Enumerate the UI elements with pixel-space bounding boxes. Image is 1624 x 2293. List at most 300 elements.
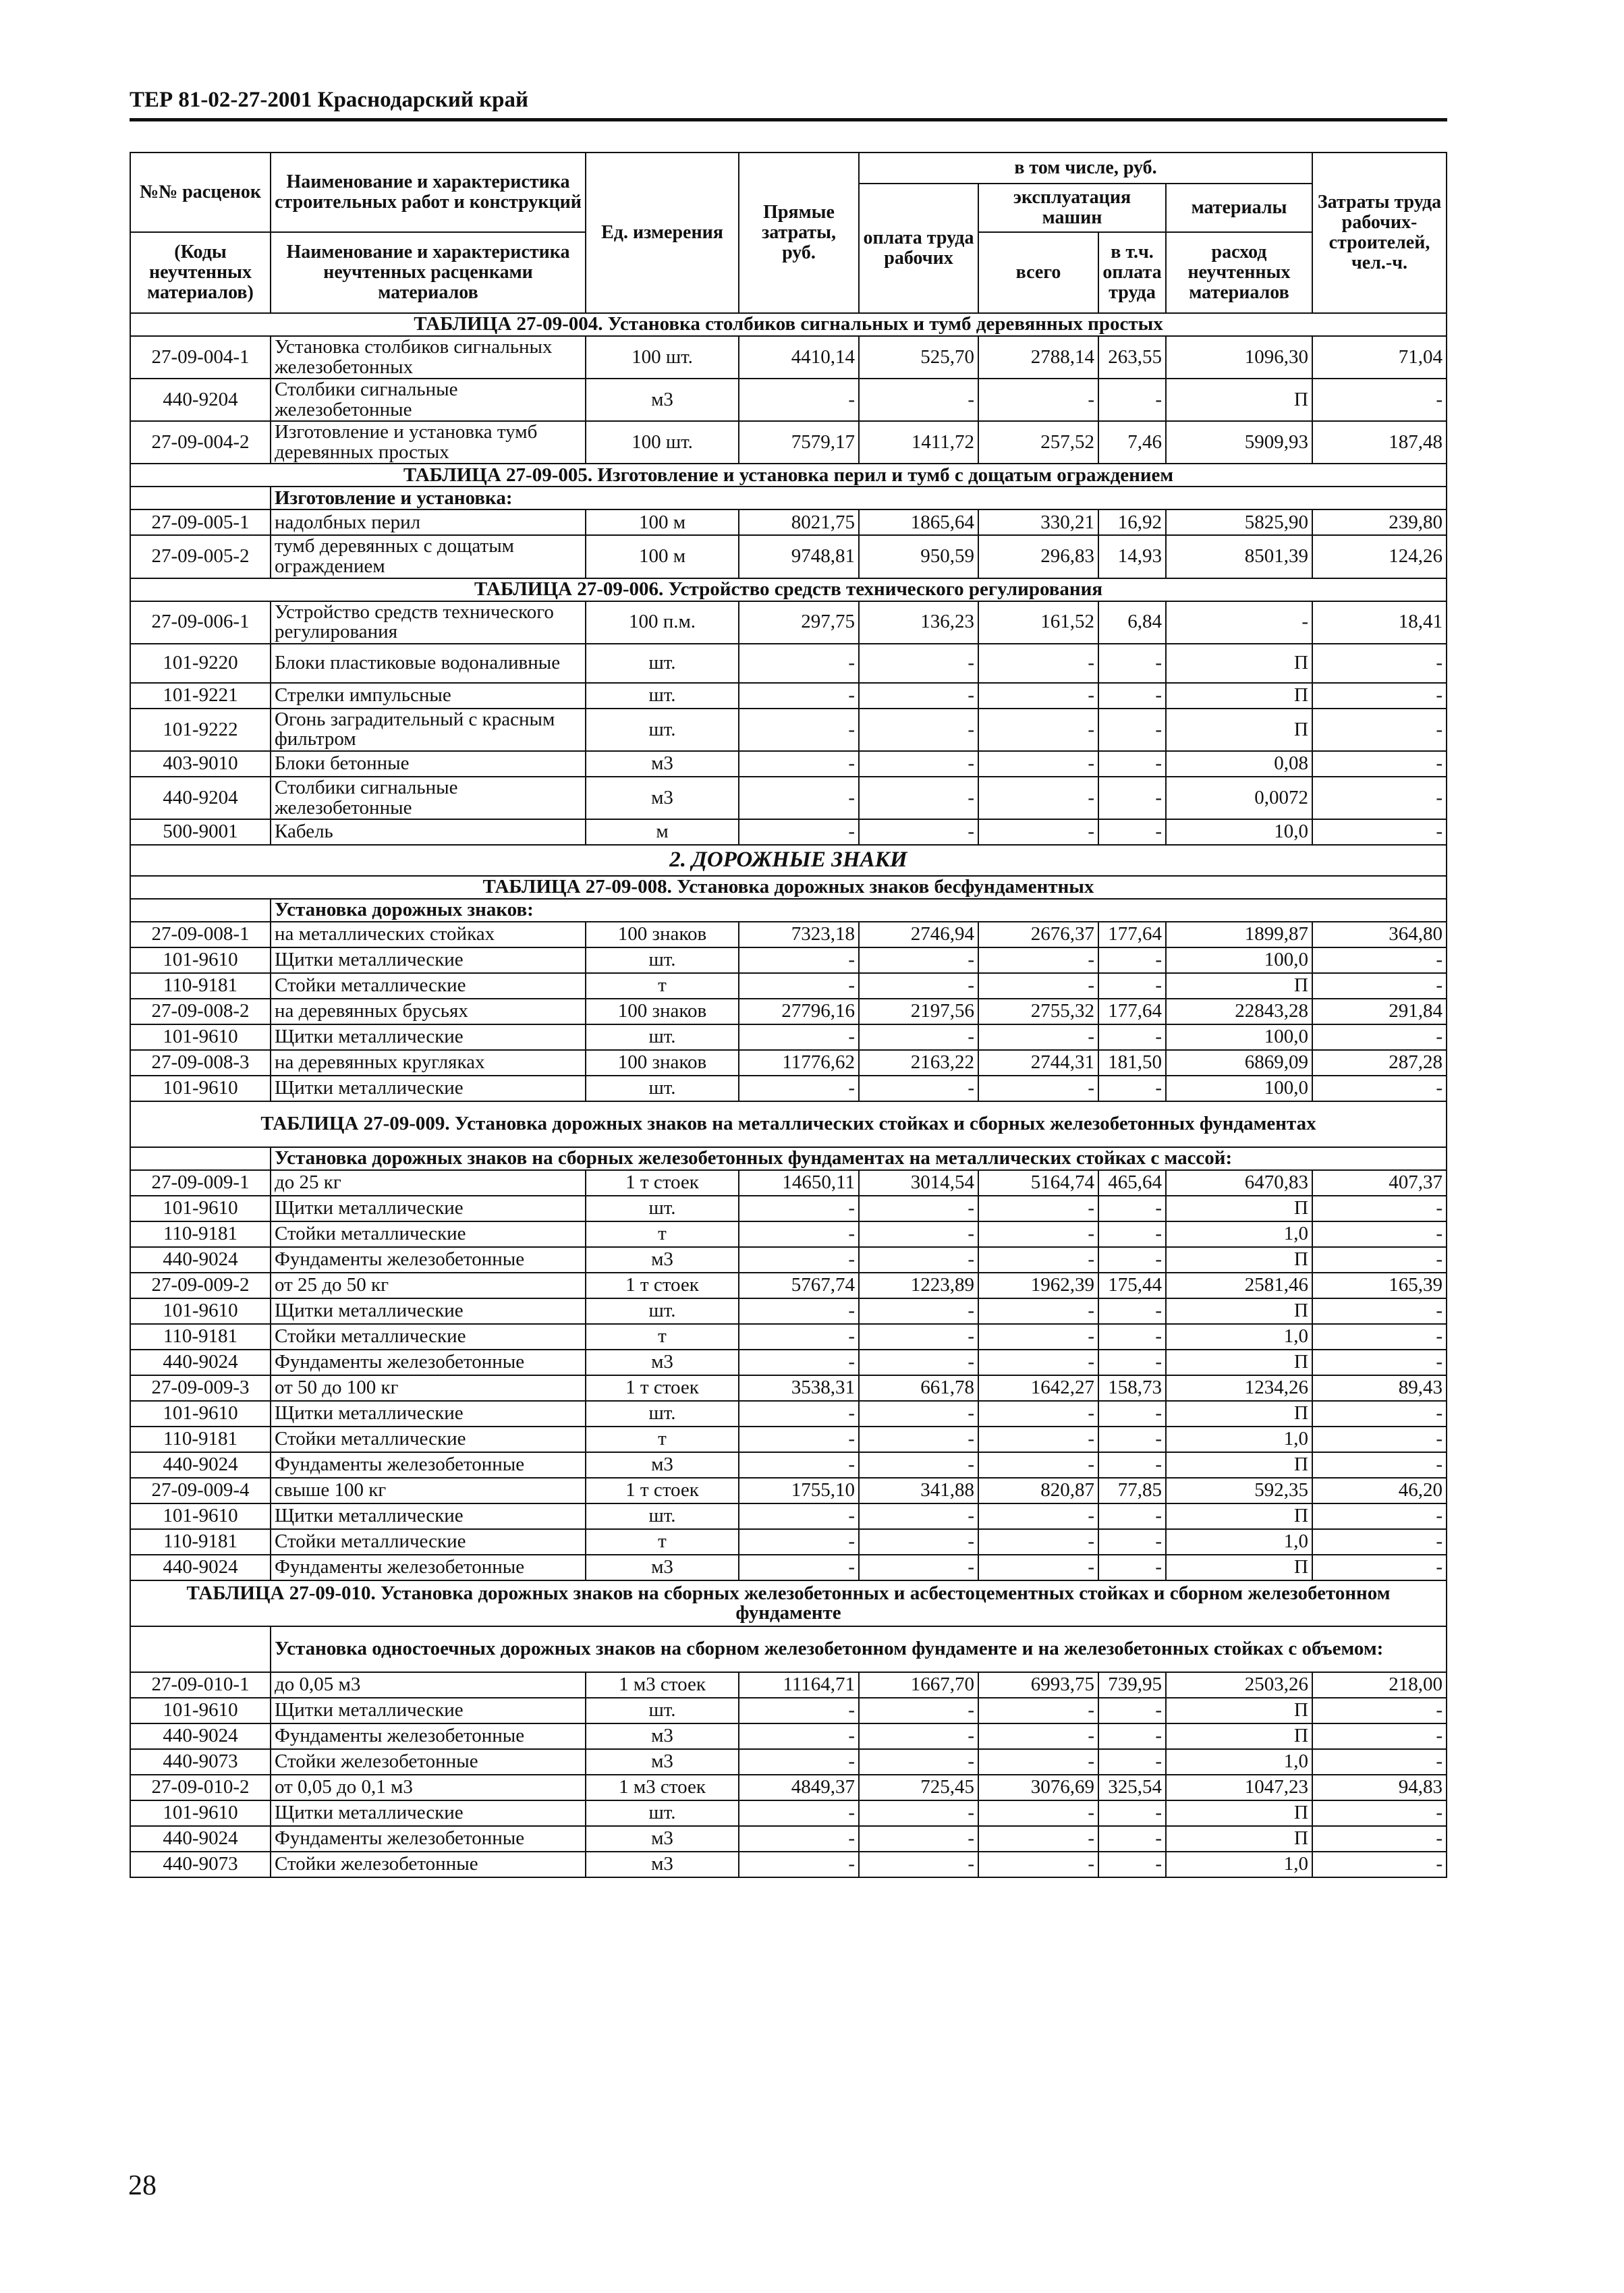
cell-direct: 297,75 (739, 601, 859, 644)
cell-pay: - (859, 1452, 978, 1478)
cell-mat: П (1166, 1298, 1312, 1324)
cell-labor: 187,48 (1312, 421, 1447, 464)
cell-labor: - (1312, 1076, 1447, 1101)
cell-mach: - (978, 947, 1098, 973)
cell-name: на деревянных кругляках (271, 1050, 586, 1076)
cell-pay: - (859, 1723, 978, 1749)
cell-mat: 0,08 (1166, 751, 1312, 777)
cell-code: 101-9610 (130, 1401, 271, 1427)
cell-pay: 3014,54 (859, 1170, 978, 1196)
cell-labor: - (1312, 1221, 1447, 1247)
cell-mach-pay: 7,46 (1098, 421, 1166, 464)
cell-pay: 950,59 (859, 535, 978, 578)
cell-mat: П (1166, 1503, 1312, 1529)
cell-labor: - (1312, 1324, 1447, 1350)
cell-mach-pay: - (1098, 1350, 1166, 1375)
cell-direct: - (739, 777, 859, 819)
page-header: ТЕР 81-02-27-2001 Краснодарский край (130, 88, 529, 112)
table-row (130, 999, 1447, 1024)
cell-mach-pay: 739,95 (1098, 1672, 1166, 1698)
cell-mat: П (1166, 1555, 1312, 1580)
cell-code: 110-9181 (130, 1324, 271, 1350)
cell-code: 110-9181 (130, 1529, 271, 1555)
cell-pay: 725,45 (859, 1775, 978, 1800)
cell-pay: - (859, 1800, 978, 1826)
cell-code: 101-9610 (130, 1800, 271, 1826)
cell-labor: - (1312, 1555, 1447, 1580)
table-row (130, 1749, 1447, 1775)
cell-unit: м3 (586, 1749, 739, 1775)
cell-code: 101-9222 (130, 709, 271, 751)
cell-mach: 296,83 (978, 535, 1098, 578)
cell-unit: шт. (586, 683, 739, 709)
cell-mat: 1234,26 (1166, 1375, 1312, 1401)
cell-pay: 2197,56 (859, 999, 978, 1024)
cell-pay: - (859, 1749, 978, 1775)
cell-name: Щитки металлические (271, 1698, 586, 1723)
cell-unit: шт. (586, 1196, 739, 1221)
cell-unit: 100 знаков (586, 1050, 739, 1076)
cell-mach-pay: - (1098, 1826, 1166, 1852)
cell-code: 27-09-008-1 (130, 922, 271, 947)
cell-direct: - (739, 1076, 859, 1101)
cell-mach: - (978, 1247, 1098, 1273)
cell-name: Блоки бетонные (271, 751, 586, 777)
cell-code: 101-9610 (130, 1503, 271, 1529)
cell-code: 101-9610 (130, 1024, 271, 1050)
cell-code: 110-9181 (130, 1221, 271, 1247)
cell-mat: 100,0 (1166, 1024, 1312, 1050)
cell-mach-pay: - (1098, 1529, 1166, 1555)
cell-code: 440-9073 (130, 1749, 271, 1775)
cell-mat: 2581,46 (1166, 1273, 1312, 1298)
cell-direct: 4410,14 (739, 336, 859, 379)
cell-direct: - (739, 1401, 859, 1427)
subheading-text: Установка одностоечных дорожных знаков на сборном железобетонном фундаменте и на железобетонных стойках с объемом: (271, 1626, 1447, 1672)
cell-name: Щитки металлические (271, 1076, 586, 1101)
cell-mat: 8501,39 (1166, 535, 1312, 578)
header-machines-labor: в т.ч. оплата труда (1098, 232, 1166, 313)
cell-code: 101-9610 (130, 1298, 271, 1324)
cell-labor: 18,41 (1312, 601, 1447, 644)
cell-mach-pay: 263,55 (1098, 336, 1166, 379)
cell-name: Щитки металлические (271, 1800, 586, 1826)
header-including: в том числе, руб. (859, 153, 1312, 184)
cell-mat: 1,0 (1166, 1749, 1312, 1775)
cell-unit: 100 шт. (586, 421, 739, 464)
cell-mat: 10,0 (1166, 819, 1312, 845)
cell-direct: - (739, 1221, 859, 1247)
cell-unit: т (586, 1221, 739, 1247)
cell-mach: - (978, 1749, 1098, 1775)
cell-name: Стойки металлические (271, 1324, 586, 1350)
cell-mach-pay: 6,84 (1098, 601, 1166, 644)
cell-mach-pay: - (1098, 751, 1166, 777)
cell-name: Стойки металлические (271, 1427, 586, 1452)
cell-name: Стрелки импульсные (271, 683, 586, 709)
cell-mach: - (978, 1024, 1098, 1050)
cell-labor: - (1312, 947, 1447, 973)
table-row (130, 922, 1447, 947)
cell-pay: - (859, 819, 978, 845)
cell-name: Установка столбиков сигнальных железобетонных (271, 336, 586, 379)
cell-mach-pay: 77,85 (1098, 1478, 1166, 1503)
cell-labor: 364,80 (1312, 922, 1447, 947)
table-row (130, 1529, 1447, 1555)
cell-mach: 1962,39 (978, 1273, 1098, 1298)
table-row (130, 1555, 1447, 1580)
cell-direct: - (739, 1247, 859, 1273)
cell-labor: - (1312, 1723, 1447, 1749)
cell-unit: м3 (586, 1350, 739, 1375)
cell-pay: 1865,64 (859, 509, 978, 535)
table-row (130, 973, 1447, 999)
cell-mach: 1642,27 (978, 1375, 1098, 1401)
cell-direct: 1755,10 (739, 1478, 859, 1503)
cell-unit: 1 м3 стоек (586, 1672, 739, 1698)
cell-pay: - (859, 947, 978, 973)
cell-code: 101-9610 (130, 1196, 271, 1221)
cell-mat: 0,0072 (1166, 777, 1312, 819)
table-title-row (130, 1580, 1447, 1626)
cell-mat: 6869,09 (1166, 1050, 1312, 1076)
cell-mach: 2788,14 (978, 336, 1098, 379)
cell-mat: 2503,26 (1166, 1672, 1312, 1698)
cell-name: Стойки металлические (271, 1529, 586, 1555)
table-row (130, 1324, 1447, 1350)
cell-pay: - (859, 379, 978, 421)
cell-direct: - (739, 973, 859, 999)
cell-unit: м3 (586, 379, 739, 421)
cell-unit: 100 знаков (586, 922, 739, 947)
cell-unit: 100 м (586, 509, 739, 535)
table-row (130, 1478, 1447, 1503)
cell-mach-pay: 177,64 (1098, 999, 1166, 1024)
cell-mat: 5825,90 (1166, 509, 1312, 535)
cell-mat: П (1166, 1452, 1312, 1478)
cell-labor: - (1312, 1350, 1447, 1375)
cell-mach: - (978, 1529, 1098, 1555)
table-row (130, 1452, 1447, 1478)
table-title: ТАБЛИЦА 27-09-010. Установка дорожных знаков на сборных железобетонных и асбестоцементных стойках и сборном железобетонном фундаменте (130, 1580, 1447, 1626)
cell-direct: - (739, 1555, 859, 1580)
section-title-row (130, 845, 1447, 876)
cell-mach: - (978, 819, 1098, 845)
cell-labor: 239,80 (1312, 509, 1447, 535)
cell-mat: 100,0 (1166, 1076, 1312, 1101)
cell-code: 500-9001 (130, 819, 271, 845)
cell-direct: - (739, 683, 859, 709)
cell-unit: 1 т стоек (586, 1273, 739, 1298)
cell-mat: 22843,28 (1166, 999, 1312, 1024)
header-name-sub: Наименование и характеристика неучтенных расценками материалов (271, 232, 586, 313)
cell-mach-pay: - (1098, 1024, 1166, 1050)
cell-mat: П (1166, 1350, 1312, 1375)
cell-direct: 27796,16 (739, 999, 859, 1024)
cell-mach-pay: - (1098, 1324, 1166, 1350)
cell-name: на металлических стойках (271, 922, 586, 947)
cell-name: от 0,05 до 0,1 м3 (271, 1775, 586, 1800)
cell-name: Столбики сигнальные железобетонные (271, 777, 586, 819)
cell-mach: 330,21 (978, 509, 1098, 535)
cell-labor: - (1312, 1852, 1447, 1877)
cell-mach: - (978, 1427, 1098, 1452)
cell-mat: 6470,83 (1166, 1170, 1312, 1196)
subheading-text: Установка дорожных знаков: (271, 899, 1447, 922)
cell-name: Фундаменты железобетонные (271, 1555, 586, 1580)
cell-labor: - (1312, 644, 1447, 683)
cell-unit: шт. (586, 1024, 739, 1050)
cell-name: Фундаменты железобетонные (271, 1826, 586, 1852)
cell-code: 110-9181 (130, 973, 271, 999)
cell-mach: - (978, 644, 1098, 683)
cell-pay: - (859, 1401, 978, 1427)
cell-mach-pay: 465,64 (1098, 1170, 1166, 1196)
cell-name: Огонь заградительный с красным фильтром (271, 709, 586, 751)
cell-mach-pay: - (1098, 973, 1166, 999)
cell-pay: - (859, 1324, 978, 1350)
subheading-text: Изготовление и установка: (271, 487, 1447, 509)
table-row (130, 1723, 1447, 1749)
cell-unit: 100 м (586, 535, 739, 578)
cell-name: Стойки металлические (271, 1221, 586, 1247)
cell-name: Фундаменты железобетонные (271, 1247, 586, 1273)
cell-pay: - (859, 644, 978, 683)
cell-code: 27-09-008-2 (130, 999, 271, 1024)
cell-mat: 1899,87 (1166, 922, 1312, 947)
cell-name: Блоки пластиковые водоналивные (271, 644, 586, 683)
cell-mach: - (978, 1826, 1098, 1852)
cell-labor: - (1312, 1298, 1447, 1324)
cell-labor: - (1312, 683, 1447, 709)
cell-mach-pay: 177,64 (1098, 922, 1166, 947)
cell-mach: 820,87 (978, 1478, 1098, 1503)
cell-unit: м3 (586, 777, 739, 819)
table-row (130, 1076, 1447, 1101)
cell-mat: 1,0 (1166, 1324, 1312, 1350)
cell-name: Устройство средств технического регулирования (271, 601, 586, 644)
cell-labor: - (1312, 379, 1447, 421)
cell-mat: П (1166, 644, 1312, 683)
cell-direct: - (739, 1503, 859, 1529)
table-title: ТАБЛИЦА 27-09-004. Установка столбиков сигнальных и тумб деревянных простых (130, 313, 1447, 336)
header-rule (130, 118, 1447, 121)
cell-mat: 1,0 (1166, 1529, 1312, 1555)
cell-direct: - (739, 1749, 859, 1775)
cell-pay: 341,88 (859, 1478, 978, 1503)
cell-name: до 0,05 м3 (271, 1672, 586, 1698)
cell-name: от 50 до 100 кг (271, 1375, 586, 1401)
cell-pay: - (859, 1024, 978, 1050)
cell-direct: - (739, 751, 859, 777)
cell-mat: 592,35 (1166, 1478, 1312, 1503)
cell-mat: П (1166, 709, 1312, 751)
cell-mach: - (978, 1503, 1098, 1529)
cell-pay: - (859, 1503, 978, 1529)
cell-mach-pay: - (1098, 1555, 1166, 1580)
cell-mach: - (978, 1401, 1098, 1427)
cell-name: Фундаменты железобетонные (271, 1350, 586, 1375)
cell-mach-pay: - (1098, 1749, 1166, 1775)
cell-code: 440-9024 (130, 1826, 271, 1852)
cell-unit: м3 (586, 1826, 739, 1852)
cell-mach-pay: - (1098, 1698, 1166, 1723)
table-row (130, 644, 1447, 683)
cell-direct: - (739, 1196, 859, 1221)
cell-pay: 661,78 (859, 1375, 978, 1401)
cell-code: 440-9024 (130, 1555, 271, 1580)
table-title-row (130, 578, 1447, 601)
cell-direct: - (739, 1800, 859, 1826)
table-title: ТАБЛИЦА 27-09-008. Установка дорожных знаков бесфундаментных (130, 876, 1447, 899)
cell-labor: - (1312, 1024, 1447, 1050)
table-row (130, 947, 1447, 973)
cell-labor: - (1312, 1529, 1447, 1555)
cell-pay: - (859, 1852, 978, 1877)
table-row (130, 509, 1447, 535)
cell-unit: 1 т стоек (586, 1170, 739, 1196)
cell-mat: П (1166, 1723, 1312, 1749)
cell-code: 101-9220 (130, 644, 271, 683)
cell-unit: шт. (586, 1800, 739, 1826)
table-row (130, 1503, 1447, 1529)
cell-code: 27-09-010-2 (130, 1775, 271, 1800)
cell-mach-pay: - (1098, 1401, 1166, 1427)
cell-code: 27-09-009-3 (130, 1375, 271, 1401)
empty-cell (130, 1626, 271, 1672)
cell-mat: П (1166, 1698, 1312, 1723)
cell-mach-pay: 325,54 (1098, 1775, 1166, 1800)
cell-mach-pay: - (1098, 379, 1166, 421)
cell-mach: - (978, 1350, 1098, 1375)
cell-pay: - (859, 751, 978, 777)
cell-name: Щитки металлические (271, 1298, 586, 1324)
cell-code: 440-9024 (130, 1723, 271, 1749)
rates-table (130, 152, 1447, 1878)
cell-labor: 291,84 (1312, 999, 1447, 1024)
cell-mach-pay: - (1098, 1196, 1166, 1221)
cell-pay: 2746,94 (859, 922, 978, 947)
cell-mat: П (1166, 1196, 1312, 1221)
cell-direct: - (739, 1826, 859, 1852)
cell-mat: 1096,30 (1166, 336, 1312, 379)
cell-mat: П (1166, 1401, 1312, 1427)
cell-labor: - (1312, 751, 1447, 777)
cell-mat: 1,0 (1166, 1852, 1312, 1877)
empty-cell (130, 1147, 271, 1170)
cell-mach: - (978, 1324, 1098, 1350)
cell-unit: м3 (586, 1452, 739, 1478)
cell-unit: 100 п.м. (586, 601, 739, 644)
cell-mach-pay: - (1098, 709, 1166, 751)
cell-unit: т (586, 973, 739, 999)
cell-mach-pay: 16,92 (1098, 509, 1166, 535)
cell-code: 110-9181 (130, 1427, 271, 1452)
table-row (130, 1401, 1447, 1427)
cell-labor: 287,28 (1312, 1050, 1447, 1076)
cell-unit: м3 (586, 1723, 739, 1749)
table-row (130, 1196, 1447, 1221)
cell-labor: 89,43 (1312, 1375, 1447, 1401)
cell-mat: 1,0 (1166, 1221, 1312, 1247)
cell-mat: П (1166, 683, 1312, 709)
cell-labor: - (1312, 1826, 1447, 1852)
table-row (130, 683, 1447, 709)
subheading-row (130, 487, 1447, 509)
cell-unit: м3 (586, 1555, 739, 1580)
table-row (130, 751, 1447, 777)
cell-code: 27-09-004-2 (130, 421, 271, 464)
table-title-row (130, 1101, 1447, 1147)
cell-mach: - (978, 1221, 1098, 1247)
cell-mach: - (978, 1723, 1098, 1749)
cell-mach-pay: - (1098, 1503, 1166, 1529)
cell-mach: - (978, 751, 1098, 777)
cell-direct: - (739, 1024, 859, 1050)
header-unaccounted-materials: расход неучтенных материалов (1166, 232, 1312, 313)
table-row (130, 1672, 1447, 1698)
table-row (130, 1852, 1447, 1877)
cell-unit: шт. (586, 644, 739, 683)
cell-code: 27-09-008-3 (130, 1050, 271, 1076)
cell-direct: 14650,11 (739, 1170, 859, 1196)
cell-code: 27-09-009-2 (130, 1273, 271, 1298)
cell-unit: 1 т стоек (586, 1375, 739, 1401)
cell-mach-pay: - (1098, 1247, 1166, 1273)
cell-mach-pay: - (1098, 1452, 1166, 1478)
table-title-row (130, 313, 1447, 336)
cell-mach: 3076,69 (978, 1775, 1098, 1800)
cell-labor: - (1312, 1401, 1447, 1427)
cell-mach: - (978, 1555, 1098, 1580)
subheading-row (130, 1626, 1447, 1672)
table-row (130, 1170, 1447, 1196)
table-row (130, 1273, 1447, 1298)
cell-direct: - (739, 709, 859, 751)
cell-mach: - (978, 1196, 1098, 1221)
cell-direct: - (739, 1427, 859, 1452)
cell-code: 403-9010 (130, 751, 271, 777)
cell-name: тумб деревянных с дощатым ограждением (271, 535, 586, 578)
cell-mach: - (978, 777, 1098, 819)
cell-code: 101-9610 (130, 1698, 271, 1723)
cell-labor: 165,39 (1312, 1273, 1447, 1298)
cell-pay: 1411,72 (859, 421, 978, 464)
cell-name: Фундаменты железобетонные (271, 1723, 586, 1749)
cell-unit: шт. (586, 1698, 739, 1723)
cell-direct: - (739, 1529, 859, 1555)
cell-unit: шт. (586, 947, 739, 973)
cell-name: Щитки металлические (271, 1024, 586, 1050)
cell-name: Фундаменты железобетонные (271, 1452, 586, 1478)
cell-code: 440-9024 (130, 1247, 271, 1273)
cell-labor: - (1312, 1427, 1447, 1452)
header-worker-pay: оплата труда рабочих (859, 184, 978, 313)
cell-pay: 1667,70 (859, 1672, 978, 1698)
cell-code: 440-9204 (130, 379, 271, 421)
cell-unit: м3 (586, 1247, 739, 1273)
cell-unit: м (586, 819, 739, 845)
cell-mach-pay: - (1098, 644, 1166, 683)
cell-pay: - (859, 777, 978, 819)
cell-mach: - (978, 709, 1098, 751)
cell-code: 27-09-010-1 (130, 1672, 271, 1698)
cell-code: 27-09-009-1 (130, 1170, 271, 1196)
cell-mach: - (978, 973, 1098, 999)
cell-unit: т (586, 1427, 739, 1452)
cell-mach: - (978, 1298, 1098, 1324)
table-row (130, 1800, 1447, 1826)
